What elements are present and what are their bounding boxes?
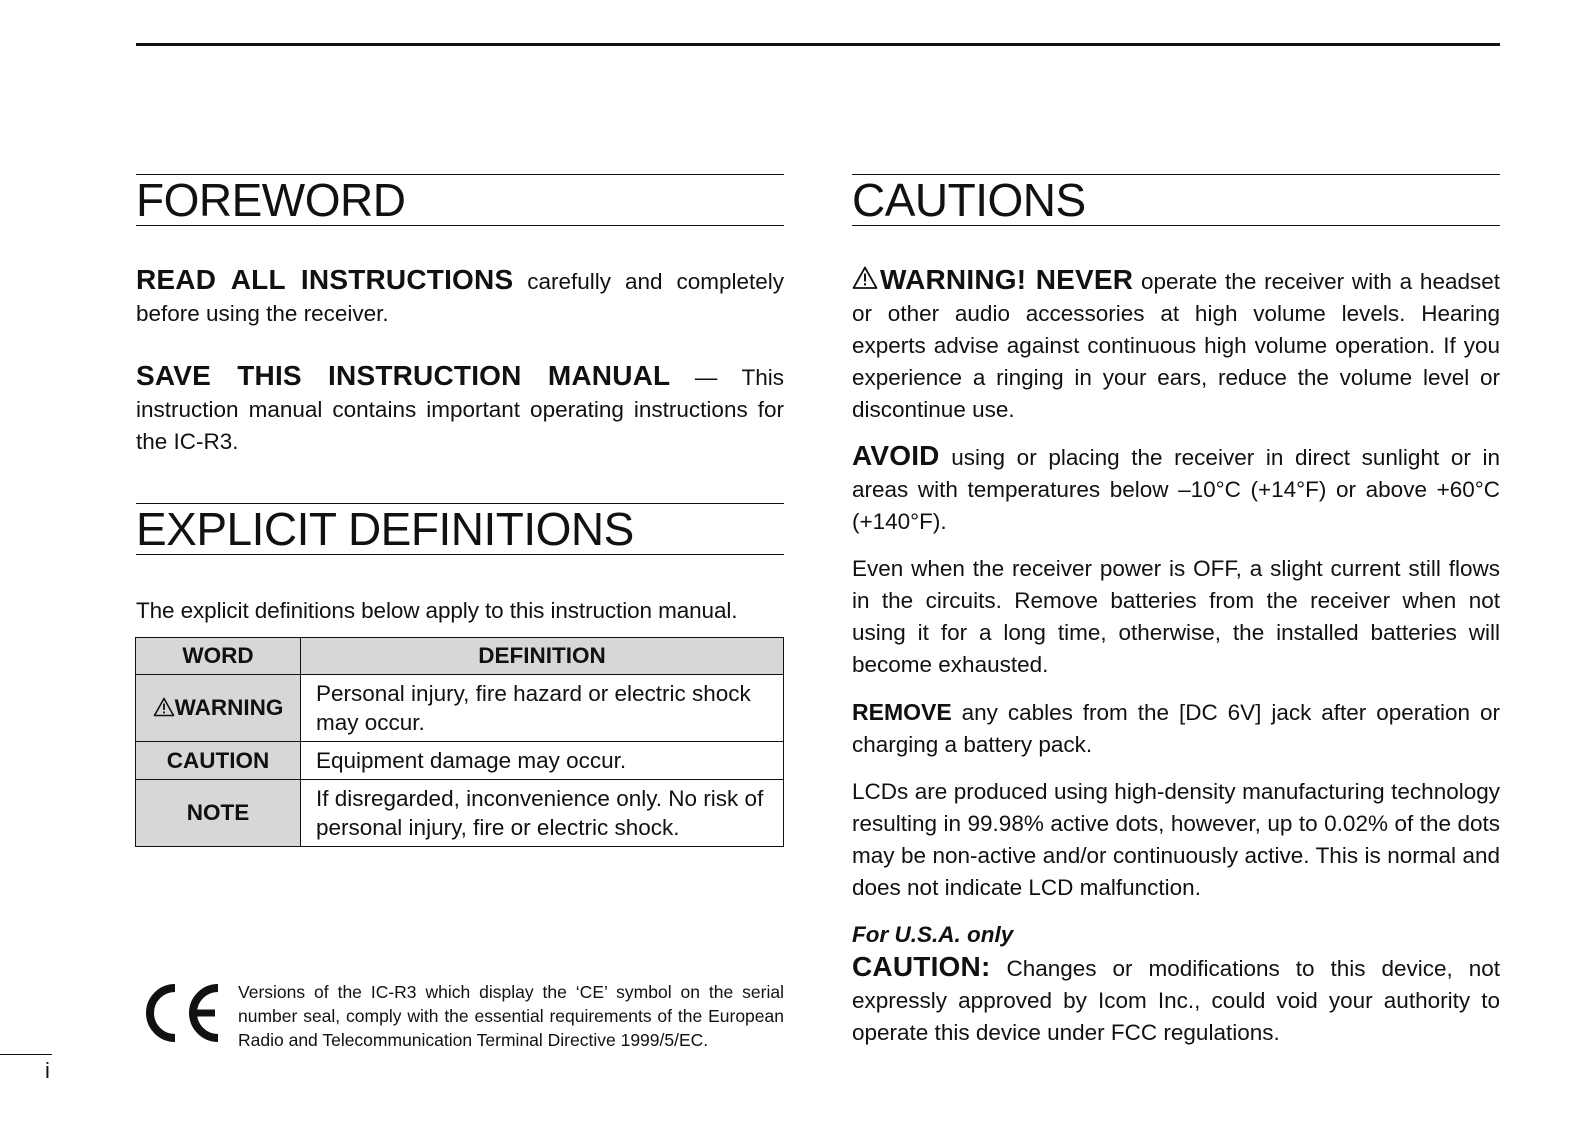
right-column	[852, 174, 1500, 1049]
word-note: NOTE	[136, 780, 301, 847]
ce-notice	[136, 978, 784, 1058]
definitions-intro: The explicit definitions below apply to this instruction manual.	[136, 598, 738, 623]
definition-warning: Personal injury, fire hazard or electric shock may occur.	[301, 675, 784, 742]
remove-lead: REMOVE	[852, 699, 952, 725]
save-manual-text: — This instruction manual contains important operating instructions for the IC-R3.	[136, 365, 784, 454]
read-instructions-text: carefully and completely before using the receiver.	[136, 269, 784, 326]
save-manual-lead: SAVE THIS INSTRUCTION MANUAL	[136, 360, 671, 391]
definitions-table	[135, 637, 784, 847]
ce-mark-icon	[140, 982, 222, 1044]
ce-notice-text: Versions of the IC-R3 which display the ‘CE’ symbol on the serial number seal, comply with the essential requirements of the European Radio and Telecommunication Terminal Directive 1999/5/EC.	[238, 982, 784, 1050]
foreword-heading	[136, 174, 784, 226]
read-instructions-paragraph	[136, 264, 784, 330]
lcd-paragraph: LCDs are produced using high-density manufacturing technology resulting in 99.98% active dots, however, up to 0.02% of the dots may be non-active and/or continuously active. This is normal and does not indicate LCD malfunction.	[852, 779, 1500, 900]
fcc-caution-paragraph	[852, 951, 1500, 1049]
fcc-caution-lead: CAUTION:	[852, 951, 991, 982]
warning-triangle-icon	[153, 697, 175, 717]
word-cell-warning	[136, 675, 301, 742]
read-instructions-lead: READ ALL INSTRUCTIONS	[136, 264, 514, 295]
table-row	[136, 675, 784, 742]
avoid-text: using or placing the receiver in direct sunlight or in areas with temperatures below –10°C (+14°F) or above +60°C (+140°F).	[852, 445, 1500, 534]
cautions-heading	[852, 174, 1500, 226]
fcc-caution-text: Changes or modifications to this device, not expressly approved by Icom Inc., could void your authority to operate this device under FCC regulations.	[852, 956, 1500, 1045]
warning-triangle-icon	[852, 266, 878, 290]
warning-lead: WARNING! NEVER	[880, 264, 1134, 295]
avoid-lead: AVOID	[852, 440, 940, 471]
page-number-rule	[0, 1054, 52, 1055]
warning-paragraph	[852, 264, 1500, 426]
table-row	[136, 742, 784, 780]
top-rule	[136, 43, 1500, 46]
save-manual-paragraph	[136, 360, 784, 458]
word-warning: WARNING	[174, 695, 284, 720]
definition-caution: Equipment damage may occur.	[301, 742, 784, 780]
left-column	[136, 174, 784, 847]
foreword-title: FOREWORD	[136, 174, 406, 226]
cautions-title: CAUTIONS	[852, 174, 1086, 226]
usa-only-label	[852, 919, 1500, 951]
header-definition: DEFINITION	[301, 638, 784, 675]
usa-only-text: For U.S.A. only	[852, 922, 1014, 947]
definition-note: If disregarded, inconvenience only. No risk of personal injury, fire or electric shock.	[301, 780, 784, 847]
warning-text: operate the receiver with a headset or other audio accessories at high volume levels. Hearing experts advise against continuous high volume operation. If you experience a ringing in your ears, reduce the volume level or discontinue use.	[852, 269, 1501, 422]
remove-text: any cables from the [DC 6V] jack after operation or charging a battery pack.	[852, 700, 1500, 757]
remove-paragraph	[852, 696, 1500, 761]
table-header-row	[136, 638, 784, 675]
table-row	[136, 780, 784, 847]
word-caution: CAUTION	[136, 742, 301, 780]
definitions-heading	[136, 503, 784, 555]
power-off-paragraph: Even when the receiver power is OFF, a slight current still flows in the circuits. Remove batteries from the receiver when not using it for a long time, otherwise, the installed batteries will become exhausted.	[852, 556, 1500, 677]
page-number: i	[45, 1058, 50, 1083]
definitions-title: EXPLICIT DEFINITIONS	[136, 503, 634, 555]
avoid-paragraph	[852, 440, 1500, 538]
header-word: WORD	[136, 638, 301, 675]
